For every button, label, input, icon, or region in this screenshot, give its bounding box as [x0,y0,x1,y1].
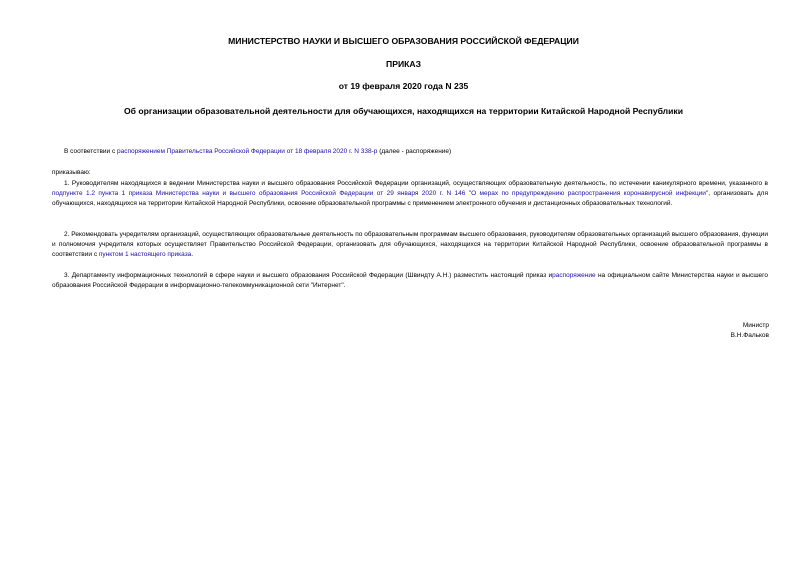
item-3-link[interactable]: распоряжение [552,272,596,279]
date-number-heading: от 19 февраля 2020 года N 235 [338,81,469,91]
item-3-paragraph [52,271,768,291]
item-2-text-before: 2. Рекомендовать учредителям организаций, осуществляющих образовательные деятельность по образовательным программам высшего образования, руководителям образовательных организаций высшего образования, функции и полномочия учредителя которых осуществляет Правительство Российской Федерации, организовать для обучающихся, находящихся на территории Китайской Народной Республики, освоение образовательной программы в соответствии с [52,231,768,258]
item-3-text-after: на официальном сайте Министерства науки и высшего образования Российской Федерации в информационно-телекоммуникационной сети "Интернет". [52,272,768,289]
item-2-paragraph [52,230,768,260]
item-2-text-after: . [191,251,194,258]
ministry-heading: МИНИСТЕРСТВО НАУКИ И ВЫСШЕГО ОБРАЗОВАНИЯ РОССИЙСКОЙ ФЕДЕРАЦИИ [228,36,579,46]
item-1-text-after: , организовать для обучающихся, находящихся на территории Китайской Народной Республики, освоение образовательной программы с применением электронного обучения и дистанционных образовательных технологий. [52,190,768,207]
item-2-link[interactable]: пунктом 1 настоящего приказа [98,251,192,258]
doc-type-heading: ПРИКАЗ [386,59,421,69]
item-1-link[interactable]: подпункте 1.2 пункта 1 приказа Министерства науки и высшего образования Российской Федерации от 29 января 2020 г. N 146 "О мерах по предупреждению распространения коронавирусной инфекции" [52,190,709,197]
preamble-text-after: (далее - распоряжение) [377,148,452,155]
order-word: приказываю: [52,169,91,176]
preamble-link[interactable]: распоряжением Правительства Российской Федерации от 18 февраля 2020 г. N 338-р [117,148,378,155]
signature-position: Министр [742,322,769,329]
item-3-text-before: 3. Департаменту информационных технологий в сфере науки и высшего образования Российской Федерации (Швиндту А.Н.) разместить настоящий приказ и [64,272,553,279]
preamble-paragraph [52,147,768,157]
item-1-text-before: 1. Руководителям находящихся в ведении Министерства науки и высшего образования Российской Федерации организаций, осуществляющих образовательную деятельность, по истечении каникулярного времени, указанного в [64,180,768,187]
signature-name: В.Н.Фальков [730,332,769,339]
item-1-paragraph [52,179,768,209]
subject-heading: Об организации образовательной деятельности для обучающихся, находящихся на территории Китайской Народной Республики [123,106,684,116]
preamble-text-before: В соответствии с [64,148,118,155]
